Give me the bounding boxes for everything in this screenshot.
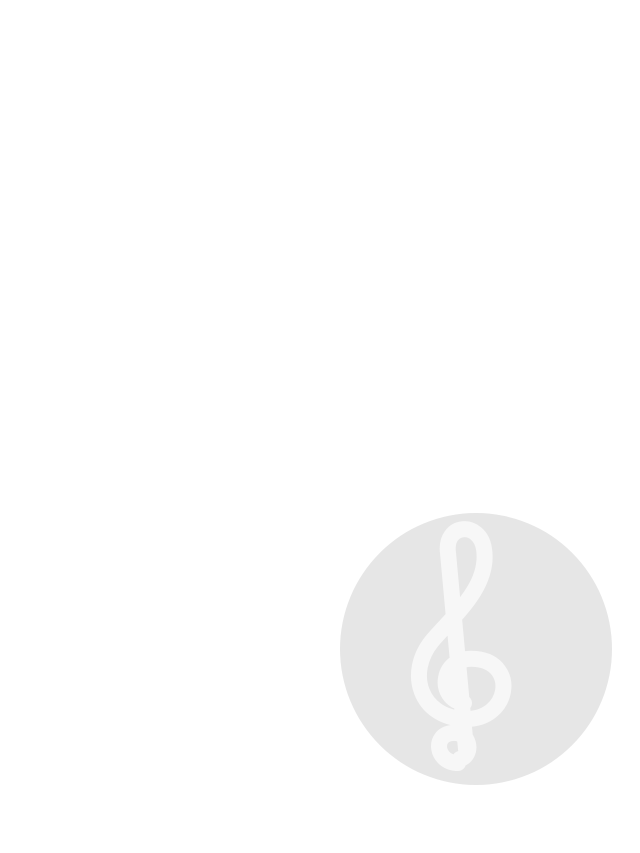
treble-clef-icon: [340, 513, 612, 785]
watermark-logo: [340, 513, 612, 785]
table-of-contents: [187, 88, 445, 95]
